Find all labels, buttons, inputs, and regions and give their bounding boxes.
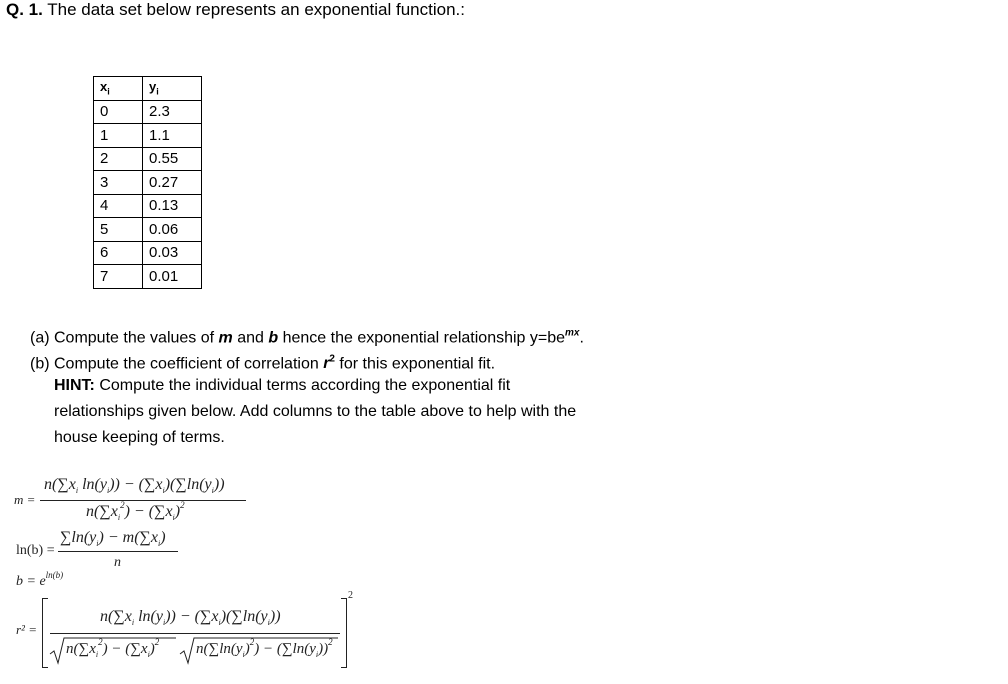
part-a-end: . (579, 329, 584, 347)
hint-line1: Compute the individual terms according the exponential fit (94, 377, 511, 394)
lnb-fraction-bar (58, 551, 178, 552)
cell-x: 1 (94, 124, 143, 148)
data-table (93, 76, 202, 289)
cell-y: 0.27 (143, 171, 202, 195)
header-xi: $x_i$ (94, 77, 143, 101)
question-text: The data set below represents an exponential function.: (42, 0, 465, 19)
m-fraction-bar (40, 500, 246, 501)
table-row (94, 241, 202, 265)
lnb-numerator: $\sum\ln(y_i) - m(\sum x_i)$ (60, 529, 166, 549)
question-number: Q. 1. (6, 0, 43, 19)
hint-label: HINT: (54, 377, 95, 394)
cell-y: 2.3 (143, 100, 202, 124)
lnb-denominator: n (114, 555, 121, 570)
part-a-b: b (268, 329, 279, 347)
table-row (94, 194, 202, 218)
table-row (94, 218, 202, 242)
table-row (94, 265, 202, 289)
part-b-sup: 2 (329, 354, 335, 365)
m-denominator: $n(\sum x_i^2) - (\sum x_i)^2$ (86, 500, 185, 523)
r2-lhs: r² = (16, 622, 37, 637)
cell-x: 2 (94, 147, 143, 171)
question-title (6, 0, 465, 20)
lnb-lhs: ln(b) = (16, 543, 55, 558)
b-eq-base: b = e (16, 574, 46, 589)
table-row (94, 100, 202, 124)
cell-y: 0.03 (143, 241, 202, 265)
m-lhs: m = (14, 492, 36, 507)
b-eq-exponent: ln(b) (45, 570, 64, 580)
part-b-r: r (323, 355, 330, 373)
cell-y: 0.13 (143, 194, 202, 218)
table-header-row (94, 77, 202, 101)
r2-denominator-right: $n(\sum\ln(y_i)^2) - (\sum\ln(y_i))^2$ (196, 637, 333, 659)
b-equation (16, 570, 64, 590)
cell-y: 1.1 (143, 124, 202, 148)
cell-x: 3 (94, 171, 143, 195)
hint-block (54, 373, 576, 451)
m-numerator: $n(\sum x_i$ $\ln(y_i)) - (\sum x_i)(\sum\ln(y_i))$ (44, 476, 225, 496)
cell-y: 0.06 (143, 218, 202, 242)
part-a-and: and (232, 329, 269, 347)
part-b-pre: (b) Compute the coefficient of correlation (30, 355, 324, 373)
part-a-pre: (a) Compute the values of (30, 329, 219, 347)
cell-x: 5 (94, 218, 143, 242)
r2-fraction-bar (50, 633, 340, 634)
table-row (94, 171, 202, 195)
hint-line3: house keeping of terms. (54, 429, 225, 446)
cell-x: 6 (94, 241, 143, 265)
cell-y: 0.01 (143, 265, 202, 289)
r2-exponent: 2 (348, 590, 353, 601)
table-row (94, 147, 202, 171)
hint-line2: relationships given below. Add columns to the table above to help with the (54, 403, 577, 420)
cell-y: 0.55 (143, 147, 202, 171)
part-a-m: m (218, 329, 233, 347)
cell-x: 4 (94, 194, 143, 218)
cell-x: 7 (94, 265, 143, 289)
part-a-post: hence the exponential relationship y=be (278, 329, 566, 347)
r2-numerator: $n(\sum x_i$ $\ln(y_i)) - (\sum x_i)(\sum\ln(y_i))$ (100, 608, 281, 628)
r2-denominator-left: $n(\sum x_i^2) - (\sum x_i)^2$ (66, 637, 160, 659)
part-a-sup: mx (565, 328, 580, 339)
part-b-post: for this exponential fit. (334, 355, 496, 373)
header-yi: $y_i$ (143, 77, 202, 101)
cell-x: 0 (94, 100, 143, 124)
table-row (94, 124, 202, 148)
